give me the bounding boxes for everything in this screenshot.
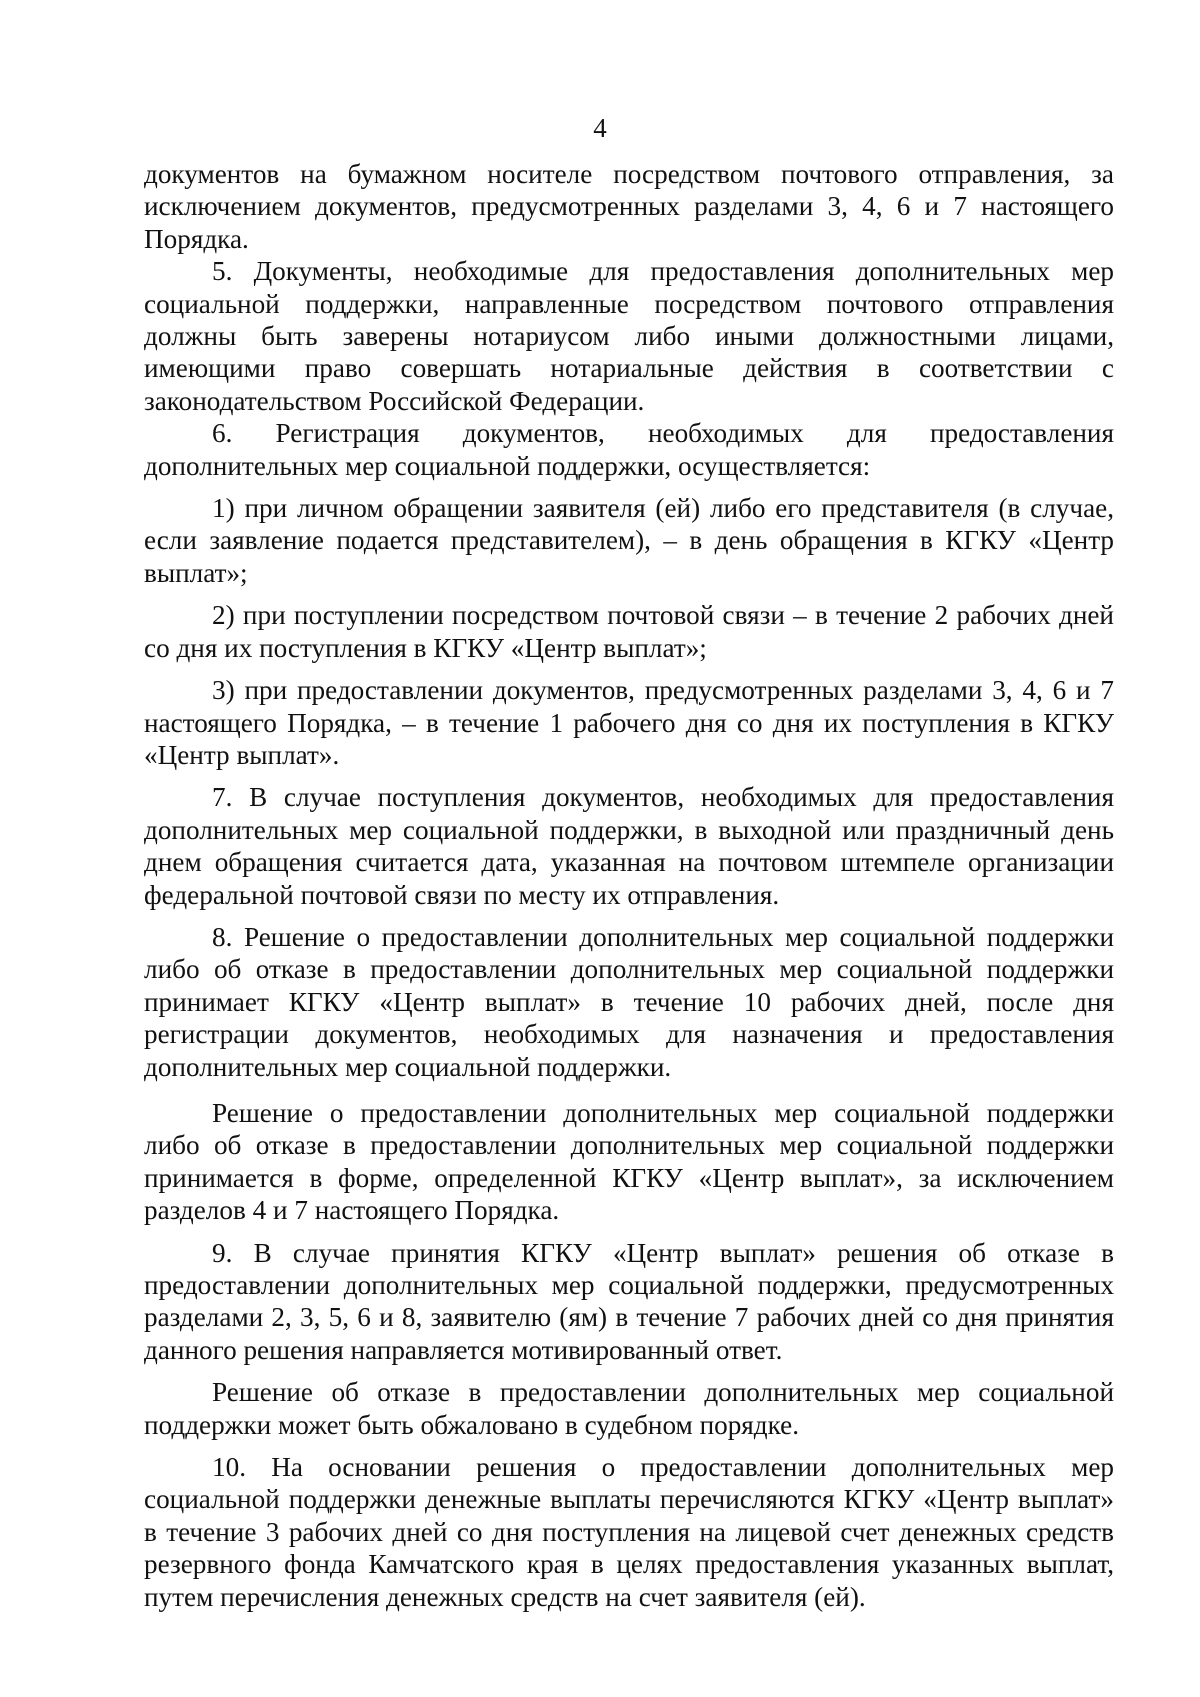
paragraph-item-6: 6. Регистрация документов, необходимых для предоставления дополнительных мер социальной поддержки, осуществляется: [144, 418, 1114, 481]
paragraph-continuation: документов на бумажном носителе посредством почтового отправления, за исключением документов, предусмотренных разделами 3, 4, 6 и 7 настоящего Порядка. [144, 159, 1114, 254]
page-number: 4 [593, 113, 607, 143]
paragraph-decision-form: Решение о предоставлении дополнительных мер социальной поддержки либо об отказе в предоставлении дополнительных мер социальной поддержки принимается в форме, определенной КГКУ «Центр выплат», за исключением разделов 4 и 7 настоящего Порядка. [144, 1097, 1114, 1226]
paragraph-subitem-1: 1) при личном обращении заявителя (ей) либо его представителя (в случае, если заявление подается представителем), – в день обращения в КГКУ «Центр выплат»; [144, 493, 1114, 588]
paragraph-subitem-2: 2) при поступлении посредством почтовой связи – в течение 2 рабочих дней со дня их поступления в КГКУ «Центр выплат»; [144, 600, 1114, 663]
paragraph-item-8: 8. Решение о предоставлении дополнительных мер социальной поддержки либо об отказе в предоставлении дополнительных мер социальной поддержки принимает КГКУ «Центр выплат» в течение 10 рабочих дней, после дня регистрации документов, необходимых для назначения и предоставления дополнительных мер социальной поддержки. [144, 921, 1114, 1082]
paragraph-subitem-3: 3) при предоставлении документов, предусмотренных разделами 3, 4, 6 и 7 настоящего Порядка, – в течение 1 рабочего дня со дня их поступления в КГКУ «Центр выплат». [144, 675, 1114, 770]
paragraph-appeal: Решение об отказе в предоставлении дополнительных мер социальной поддержки может быть обжаловано в судебном порядке. [144, 1377, 1114, 1440]
paragraph-item-7: 7. В случае поступления документов, необходимых для предоставления дополнительных мер социальной поддержки, в выходной или праздничный день днем обращения считается дата, указанная на почтовом штемпеле организации федеральной почтовой связи по месту их отправления. [144, 782, 1114, 910]
paragraph-item-5: 5. Документы, необходимые для предоставления дополнительных мер социальной поддержки, направленные посредством почтового отправления должны быть заверены нотариусом либо иными должностными лицами, имеющими право совершать нотариальные действия в соответствии с законодательством Российской Федерации. [144, 256, 1114, 416]
paragraph-item-9: 9. В случае принятия КГКУ «Центр выплат» решения об отказе в предоставлении дополнительных мер социальной поддержки, предусмотренных разделами 2, 3, 5, 6 и 8, заявителю (ям) в течение 7 рабочих дней со дня принятия данного решения направляется мотивированный ответ. [144, 1237, 1114, 1365]
document-body [144, 158, 1114, 1613]
paragraph-item-10: 10. На основании решения о предоставлении дополнительных мер социальной поддержки денежные выплаты перечисляются КГКУ «Центр выплат» в течение 3 рабочих дней со дня поступления на лицевой счет денежных средств резервного фонда Камчатского края в целях предоставления указанных выплат, путем перечисления денежных средств на счет заявителя (ей). [144, 1452, 1114, 1612]
